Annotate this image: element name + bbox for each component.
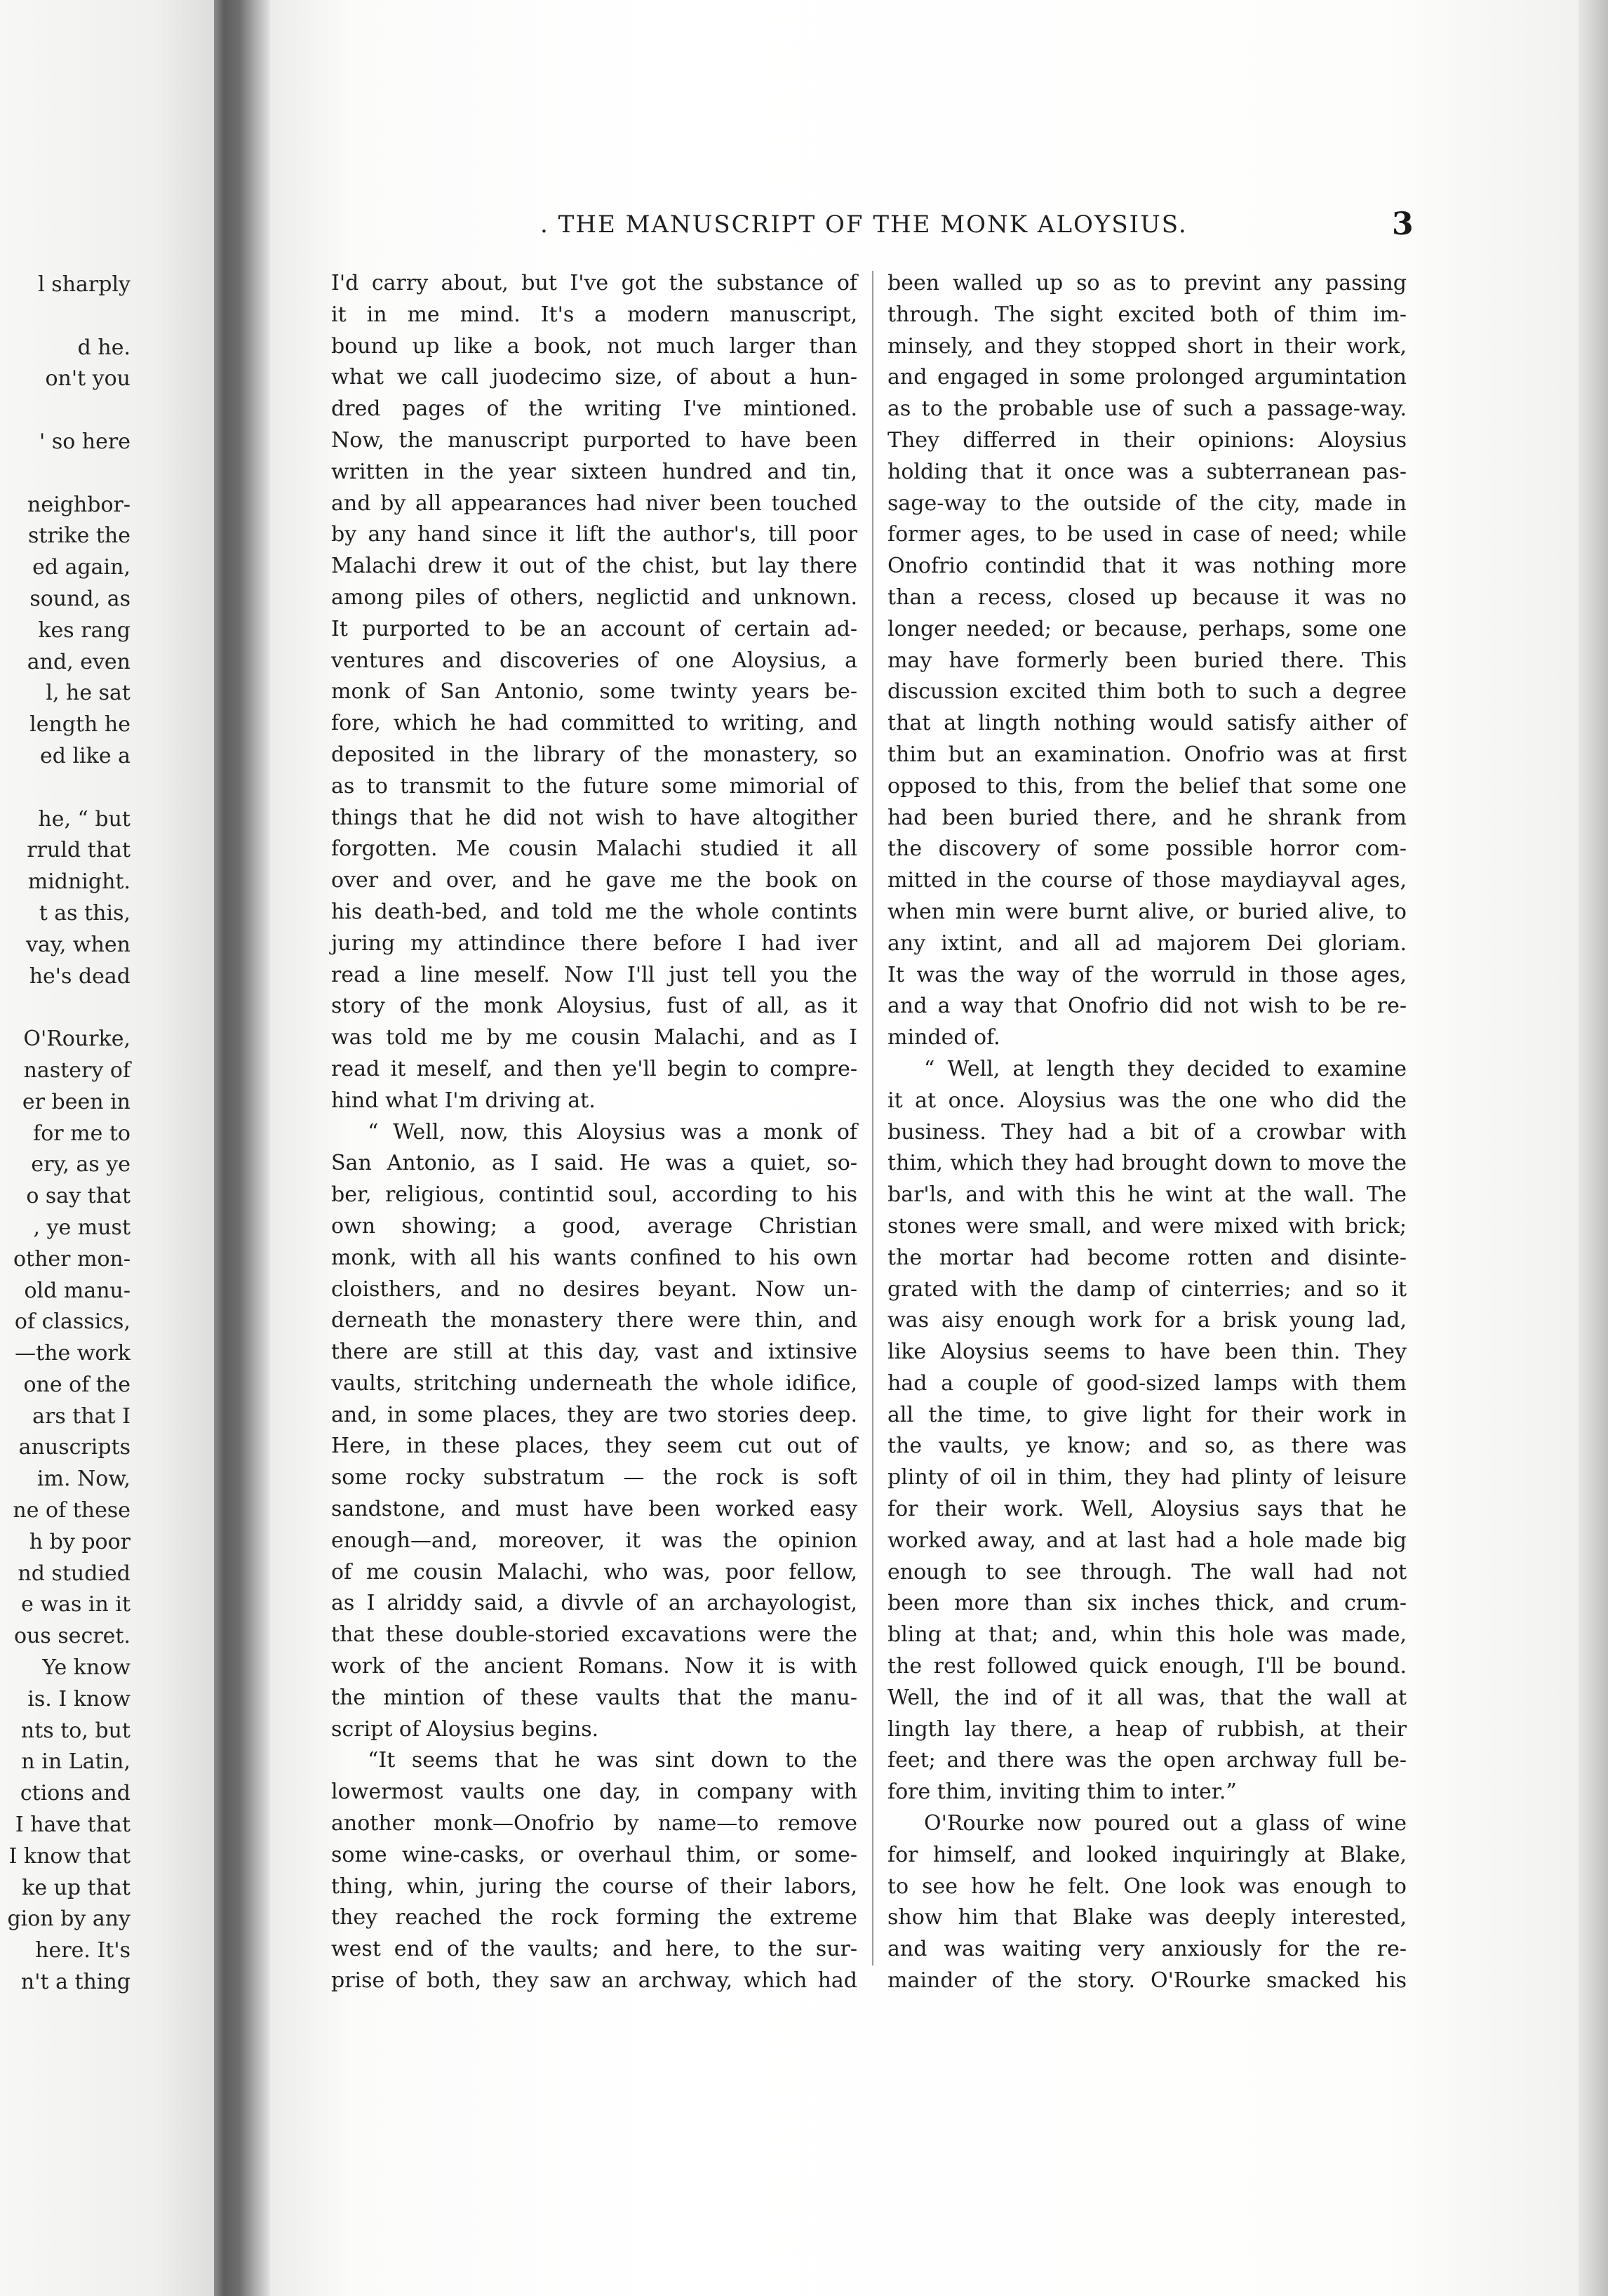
text-line: like Aloysius seems to have been thin. They [887,1340,1407,1365]
text-line: plinty of oil in thim, they had plinty of leisure [887,1465,1407,1490]
left-fragment-line: one of the [23,1372,130,1397]
left-fragment-line: ne of these [13,1498,130,1523]
page-edge [1579,0,1608,2296]
text-line: enough—and, moreover, it was the opinion [331,1528,857,1553]
text-line: as to transmit to the future some mimorial of [331,773,857,799]
text-line: Well, the ind of it all was, that the wall at [887,1685,1407,1710]
text-line: been more than six inches thick, and crum- [887,1591,1407,1616]
left-fragment-line: anuscripts [18,1435,130,1460]
text-line: there are still at this day, vast and ixtinsive [331,1340,857,1365]
text-line: show him that Blake was deeply interested, [887,1905,1407,1930]
left-fragment-line: ars that I [32,1403,130,1429]
book-gutter-shadow [214,0,270,2296]
text-line: any ixtint, and all ad majorem Dei gloriam. [887,930,1407,956]
text-line: “ Well, now, this Aloysius was a monk of [368,1119,857,1144]
left-fragment-line: nd studied [18,1561,130,1586]
text-line: for their work. Well, Aloysius says that he [887,1497,1407,1522]
left-fragment-line: old manu- [24,1278,130,1303]
left-page-fragment [0,0,217,2296]
left-fragment-line: he's dead [29,963,130,989]
running-title: . THE MANUSCRIPT OF THE MONK ALOYSIUS. [540,211,1188,239]
text-line: read a line meself. Now I'll just tell you the [331,962,857,987]
left-fragment-line: l, he sat [46,681,130,706]
text-line: sandstone, and must have been worked easy [331,1497,857,1522]
text-line: Onofrio contindid that it was nothing more [887,554,1407,579]
text-line: another monk—Onofrio by name—to remove [331,1811,857,1836]
left-fragment-line: e was in it [21,1592,130,1617]
text-line: lowermost vaults one day, in company with [331,1780,857,1805]
text-line: derneath the monastery there were thin, and [331,1308,857,1333]
text-line: some wine-casks, or overhaul thim, or some- [331,1842,857,1867]
text-line: monk, with all his wants confined to his own [331,1245,857,1270]
text-line: as to the probable use of such a passage-way. [887,396,1407,422]
left-fragment-line: neighbor- [27,492,130,517]
left-fragment-line: on't you [45,366,130,392]
text-line: dred pages of the writing I've mintioned. [331,396,857,422]
left-fragment-line: l sharply [38,272,130,297]
text-line: by any hand since it lift the author's, till poor [331,522,857,547]
left-fragment-line [0,458,130,490]
left-fragment-line: is. I know [27,1686,130,1711]
text-line: mainder of the story. O'Rourke smacked his [887,1968,1407,1994]
text-line: it at once. Aloysius was the one who did the [887,1088,1407,1113]
text-line: and by all appearances had niver been touched [331,490,857,516]
text-line: script of Aloysius begins. [331,1716,599,1742]
left-fragment-line: rruld that [27,838,130,863]
text-line: that these double-storied excavations were the [331,1622,857,1648]
text-line: fore thim, inviting thim to inter.” [887,1780,1237,1805]
left-fragment-line: h by poor [29,1529,130,1554]
text-line: Malachi drew it out of the chist, but lay there [331,554,857,579]
text-line: opposed to this, from the belief that some one [887,773,1407,799]
text-line: west end of the vaults; and here, to the sur- [331,1937,857,1962]
left-fragment-line: gion by any [7,1907,130,1932]
text-line: longer needed; or because, perhaps, some one [887,616,1407,641]
text-line: thim, which they had brought down to move the [887,1151,1407,1176]
text-line: may have formerly been buried there. This [887,648,1407,673]
left-fragment-line [0,395,130,427]
text-line: It was the way of the worruld in those ages, [887,962,1407,987]
text-line: was aisy enough work for a brisk young lad, [887,1308,1407,1333]
text-line: holding that it once was a subterranean pas- [887,459,1407,484]
text-line: ventures and discoveries of one Aloysius, a [331,648,857,673]
text-line: among piles of others, neglictid and unknown. [331,585,857,610]
text-line: been walled up so as to prevint any passing [887,271,1407,295]
text-line: grated with the damp of cinterries; and so it [887,1276,1407,1302]
page-number: 3 [1392,206,1414,242]
text-line: own showing; a good, average Christian [331,1213,857,1239]
text-line: prise of both, they saw an archway, which had [331,1968,857,1994]
text-line: minded of. [887,1025,1000,1050]
left-fragment-line [0,992,130,1024]
left-fragment-line: kes rang [38,618,130,643]
text-line: and, in some places, they are two stories deep. [331,1402,857,1427]
left-fragment-line: and, even [27,649,130,674]
left-fragment-line: er been in [22,1089,130,1114]
text-line: the discovery of some possible horror com- [887,836,1407,862]
text-line: for himself, and looked inquiringly at Blake, [887,1842,1407,1867]
left-fragment-line: of classics, [14,1309,130,1335]
left-fragment-line: ous secret. [14,1624,130,1649]
text-line: sage-way to the outside of the city, made in [887,490,1407,516]
text-line: bound up like a book, not much larger than [331,333,857,359]
left-fragment-line: sound, as [29,586,130,611]
text-line: monk of San Antonio, some twinty years be- [331,679,857,705]
text-line: forgotten. Me cousin Malachi studied it all [331,836,857,862]
text-line: it in me mind. It's a modern manuscript, [331,302,857,327]
text-line: business. They had a bit of a crowbar with [887,1119,1407,1144]
text-line: of me cousin Malachi, who was, poor fellow, [331,1559,857,1584]
text-line: They differred in their opinions: Aloysius [887,427,1407,453]
text-line: the vaults, ye know; and so, as there was [887,1434,1407,1459]
text-line: cloisthers, and no desires beyant. Now un- [331,1276,857,1302]
text-line: his death-bed, and told me the whole contints [331,899,857,924]
left-fragment-line: he, “ but [38,806,130,832]
text-line: enough to see through. The wall had not [887,1559,1407,1584]
left-fragment-line: other mon- [13,1246,130,1272]
text-line: San Antonio, as I said. He was a quiet, so- [331,1151,857,1176]
text-line: stones were small, and were mixed with brick; [887,1213,1407,1239]
text-line: feet; and there was the open archway full be- [887,1748,1407,1773]
left-fragment-line: d he. [77,335,130,360]
text-line: written in the year sixteen hundred and tin, [331,459,857,484]
left-fragment-line: n't a thing [20,1970,130,1995]
text-line: hind what I'm driving at. [331,1088,596,1113]
left-page-text [0,269,130,1998]
text-line: was told me by me cousin Malachi, and as I [331,1025,857,1050]
text-line: and a way that Onofrio did not wish to be re- [887,994,1407,1019]
text-line: and was waiting very anxiously for the re- [887,1937,1407,1962]
left-fragment-line: strike the [28,523,130,549]
text-line: read it meself, and then ye'll begin to compre- [331,1056,857,1081]
left-fragment-line: I know that [8,1843,130,1869]
text-line: “ Well, at length they decided to examine [924,1056,1407,1081]
text-line: mitted in the course of those maydiayval ages, [887,868,1407,893]
text-line: through. The sight excited both of thim im- [887,302,1407,327]
text-line: all the time, to give light for their work in [887,1402,1407,1427]
text-line: the mintion of these vaults that the manu- [331,1685,857,1710]
text-line: as I alriddy said, a divvle of an archayologist, [331,1591,857,1616]
text-line: story of the monk Aloysius, fust of all, as it [331,994,857,1019]
left-fragment-line: t as this, [39,900,130,926]
left-fragment-line: Ye know [42,1655,130,1681]
left-fragment-line: vay, when [26,932,130,957]
text-column-left [331,268,857,1997]
text-line: that at lingth nothing would satisfy aither of [887,711,1407,736]
text-line: to see how he felt. One look was enough to [887,1874,1407,1899]
text-line: Now, the manuscript purported to have been [331,427,857,453]
left-fragment-line: n in Latin, [21,1749,130,1775]
left-fragment-line: ' so here [39,429,130,454]
text-line: had a couple of good-sized lamps with them [887,1370,1407,1396]
text-line: work of the ancient Romans. Now it is with [331,1654,857,1679]
text-line: than a recess, closed up because it was no [887,585,1407,610]
text-line: bar'ls, and with this he wint at the wall. The [887,1182,1407,1208]
text-line: thing, whin, juring the course of their labors, [331,1874,857,1899]
left-fragment-line: ed like a [39,743,130,768]
text-line: fore, which he had committed to writing, and [331,711,857,736]
left-fragment-line [0,301,130,333]
text-line: Here, in these places, they seem cut out of [331,1434,857,1459]
text-line: over and over, and he gave me the book on [331,868,857,893]
text-line: I'd carry about, but I've got the substance of [331,271,857,295]
text-line: things that he did not wish to have altogither [331,805,857,830]
left-fragment-line: ed again, [32,555,130,580]
left-fragment-line: here. It's [35,1938,130,1963]
text-line: O'Rourke now poured out a glass of wine [924,1811,1407,1836]
left-fragment-line: im. Now, [36,1467,130,1492]
text-line: worked away, and at last had a hole made big [887,1528,1407,1553]
left-fragment-line: ke up that [22,1875,130,1900]
text-line: they reached the rock forming the extreme [331,1905,857,1930]
left-fragment-line: O'Rourke, [23,1027,130,1052]
text-line: lingth lay there, a heap of rubbish, at their [887,1716,1407,1742]
text-line: and engaged in some prolonged argumintation [887,365,1407,390]
text-line: some rocky substratum — the rock is soft [331,1465,857,1490]
left-fragment-line: nastery of [23,1057,130,1083]
left-fragment-line: , ye must [33,1215,130,1240]
text-line: the rest followed quick enough, I'll be bound. [887,1654,1407,1679]
text-line: former ages, to be used in case of need; while [887,522,1407,547]
left-fragment-line: nts to, but [20,1718,130,1743]
left-fragment-line: ery, as ye [31,1152,130,1177]
text-line: what we call juodecimo size, of about a hun- [331,365,857,390]
text-line: bling at that; and, whin this hole was made, [887,1622,1407,1648]
left-fragment-line: I have that [15,1813,130,1838]
column-divider [872,271,873,1965]
left-fragment-line: midnight. [27,869,130,895]
text-line: It purported to be an account of certain ad- [331,616,857,641]
left-fragment-line: ctions and [20,1781,130,1806]
left-fragment-line: length he [29,712,130,737]
text-line: had been buried there, and he shrank from [887,805,1407,830]
text-line: minsely, and they stopped short in their work, [887,333,1407,359]
text-line: thim but an examination. Onofrio was at first [887,742,1407,767]
text-line: juring my attindince there before I had iver [331,930,857,956]
left-fragment-line: o say that [26,1184,130,1209]
text-line: ber, religious, contintid soul, according to his [331,1182,857,1208]
text-line: deposited in the library of the monastery, so [331,742,857,767]
left-fragment-line [0,773,130,804]
text-line: when min were burnt alive, or buried alive, to [887,899,1407,924]
text-line: the mortar had become rotten and disinte- [887,1245,1407,1270]
text-column-right [887,268,1407,1997]
text-line: vaults, stritching underneath the whole idifice, [331,1370,857,1396]
text-line: discussion excited thim both to such a degree [887,679,1407,705]
left-fragment-line: —the work [15,1341,130,1366]
text-line: “It seems that he was sint down to the [368,1748,857,1773]
left-fragment-line: for me to [33,1121,130,1146]
